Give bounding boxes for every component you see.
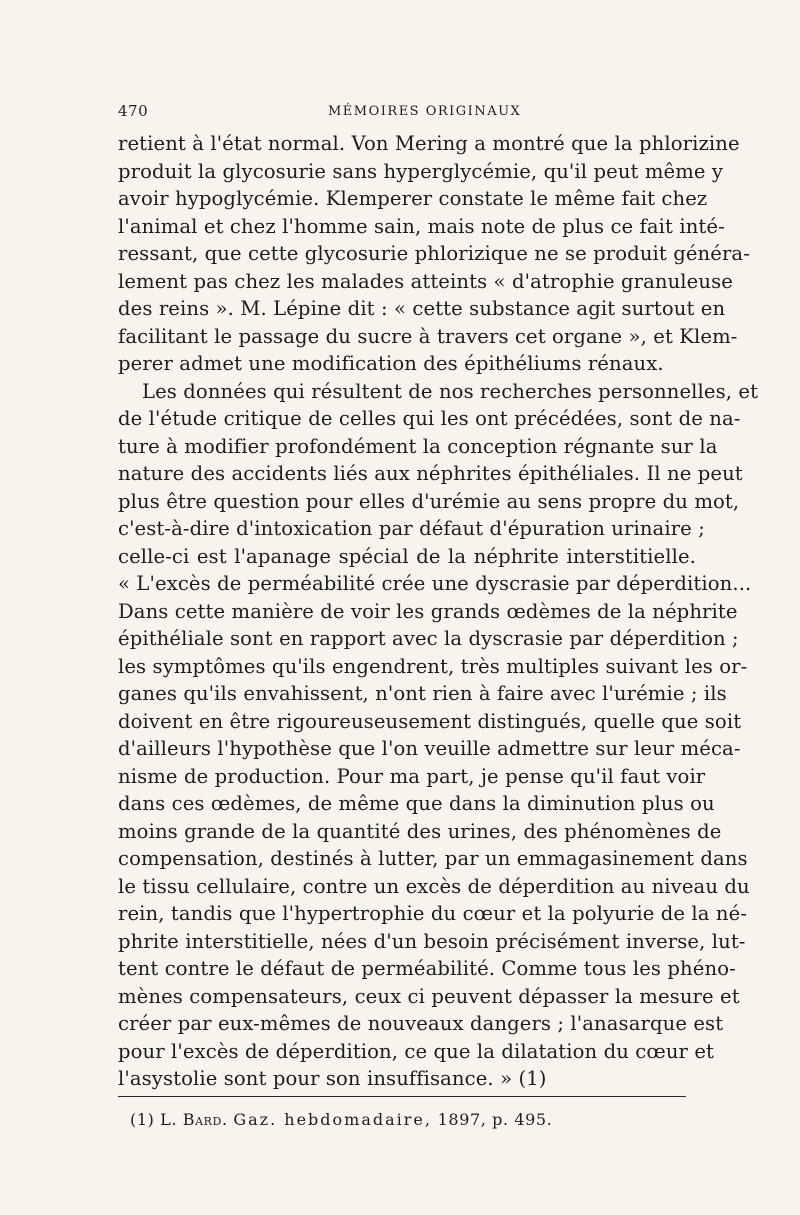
text-line: ressant, que cette glycosurie phlorizique ne se produit généra- (118, 242, 750, 265)
text-line: c'est-à-dire d'intoxication par défaut d'épuration urinaire ; (118, 517, 705, 540)
footnote-reference: 1897, p. 495. (437, 1110, 553, 1129)
text-line: ganes qu'ils envahissent, n'ont rien à faire avec l'urémie ; ils (118, 682, 727, 705)
text-line: Les données qui résultent de nos recherches personnelles, et (142, 379, 759, 403)
text-line: d'ailleurs l'hypothèse que l'on veuille admettre sur leur méca- (118, 737, 741, 760)
text-line: avoir hypoglycémie. Klemperer constate le même fait chez (118, 187, 708, 210)
text-line: plus être question pour elles d'urémie au sens propre du mot, (118, 489, 740, 513)
text-line: lement pas chez les malades atteints « d'atrophie granuleuse (118, 269, 733, 293)
text-line: l'animal et chez l'homme sain, mais note de plus ce fait inté- (118, 214, 725, 238)
footnote-author: L. Bard. (160, 1110, 228, 1129)
text-line: nisme de production. Pour ma part, je pense qu'il faut voir (118, 764, 706, 788)
text-line: les symptômes qu'ils engendrent, très multiples suivant les or- (118, 654, 748, 678)
text-line: celle-ci est l'apanage spécial de la néphrite interstitielle. (118, 544, 696, 568)
text-line: dans ces œdèmes, de même que dans la diminution plus ou (118, 792, 715, 815)
text-line: créer par eux-mêmes de nouveaux dangers ; l'anasarque est (118, 1012, 724, 1035)
text-line: retient à l'état normal. Von Mering a montré que la phlorizine (118, 132, 740, 155)
text-line: pour l'excès de déperdition, ce que la dilatation du cœur et (118, 1039, 715, 1063)
footnote (130, 1110, 552, 1129)
text-line: compensation, destinés à lutter, par un emmagasinement dans (118, 847, 748, 870)
text-line: ture à modifier profondément la conception régnante sur la (118, 434, 718, 458)
text-line: le tissu cellulaire, contre un excès de déperdition au niveau du (118, 874, 750, 898)
text-line: perer admet une modification des épithéliums rénaux. (118, 352, 664, 375)
text-line: nature des accidents liés aux néphrites épithéliales. Il ne peut (118, 462, 743, 485)
text-line: épithéliale sont en rapport avec la dyscrasie par déperdition ; (118, 627, 739, 650)
text-line: des reins ». M. Lépine dit : « cette substance agit surtout en (118, 297, 726, 320)
text-line: facilitant le passage du sucre à travers cet organe », et Klem- (118, 324, 738, 348)
footnote-journal: Gaz. hebdomadaire, (233, 1110, 432, 1129)
text-line: doivent en être rigoureuseusement distingués, quelle que soit (118, 709, 742, 733)
text-line: Dans cette manière de voir les grands œdèmes de la néphrite (118, 599, 738, 623)
text-line: l'asystolie sont pour son insuffisance. » (1) (118, 1067, 547, 1090)
page-header (118, 102, 698, 132)
text-line: moins grande de la quantité des urines, des phénomènes de (118, 819, 722, 843)
text-line: phrite interstitielle, nées d'un besoin précisément inverse, lut- (118, 929, 746, 953)
text-line: de l'étude critique de celles qui les ont précédées, sont de na- (118, 407, 741, 430)
text-line: produit la glycosurie sans hyperglycémie, qu'il peut même y (118, 159, 724, 183)
footnote-marker: (1) (130, 1110, 155, 1129)
page-number: 470 (118, 102, 149, 120)
text-line: rein, tandis que l'hypertrophie du cœur et la polyurie de la né- (118, 902, 748, 925)
text-line: « L'excès de perméabilité crée une dyscrasie par déperdition... (118, 572, 752, 595)
running-title: MÉMOIRES ORIGINAUX (328, 104, 522, 119)
body-text (118, 130, 759, 1093)
text-line: tent contre le défaut de perméabilité. Comme tous les phéno- (118, 957, 736, 980)
footnote-divider (118, 1096, 686, 1097)
text-line: mènes compensateurs, ceux ci peuvent dépasser la mesure et (118, 984, 740, 1008)
